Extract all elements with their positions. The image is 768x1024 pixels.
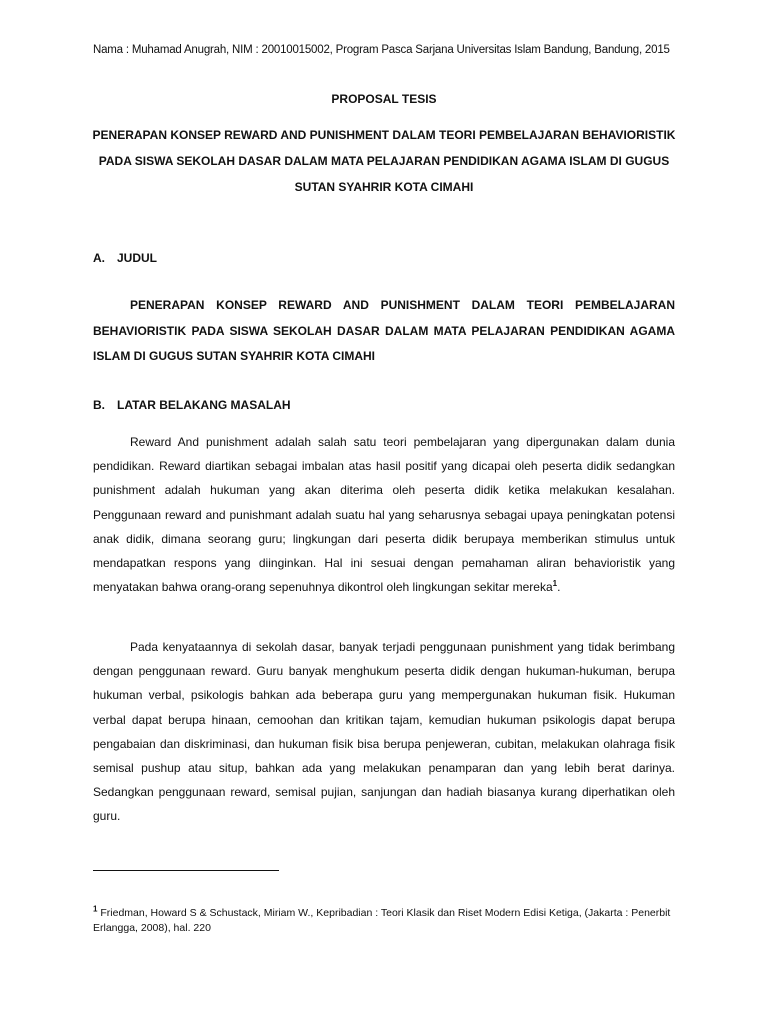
sentence-end: . [557, 580, 561, 595]
section-heading-latar-belakang [93, 398, 291, 412]
footnote-marker: 1 [93, 904, 98, 914]
section-title: LATAR BELAKANG MASALAH [117, 398, 291, 412]
section-title: JUDUL [117, 251, 158, 265]
document-title: PENERAPAN KONSEP REWARD AND PUNISHMENT DALAM TEORI PEMBELAJARAN BEHAVIORISTIK PADA SISWA SEKOLAH DASAR DALAM MATA PELAJARAN PENDIDIKAN AGAMA ISLAM DI GUGUS SUTAN SYAHRIR KOTA CIMAHI [92, 128, 676, 194]
section-heading-judul [93, 251, 157, 265]
background-paragraph-2: Pada kenyataannya di sekolah dasar, banyak terjadi penggunaan punishment yang tidak berimbang dengan penggunaan reward. Guru banyak menghukum peserta didik dengan hukuman-hukuman, berupa hukuman verbal, psikologis bahkan ada beberapa guru yang mempergunakan hukuman fisik. Hukuman verbal dapat berupa hinaan, cemoohan dan kritikan tajam, kemudian hukuman psikologis dapat berupa pengabaian dan diskriminasi, dan hukuman fisik bisa berupa penjeweran, cubitan, melakukan olahraga fisik semisal pushup atau situp, bahkan ada yang melakukan penamparan dan yang lebih berat darinya. Sedangkan penggunaan reward, semisal pujian, sanjungan dan hadiah biasanya kurang diperhatikan oleh guru. [93, 640, 675, 824]
footnote-divider [93, 870, 279, 871]
document-type-label: PROPOSAL TESIS [331, 92, 437, 106]
footnote-reference[interactable]: 1 [552, 579, 558, 589]
judul-paragraph: PENERAPAN KONSEP REWARD AND PUNISHMENT DALAM TEORI PEMBELAJARAN BEHAVIORISTIK PADA SISWA SEKOLAH DASAR DALAM MATA PELAJARAN PENDIDIKAN AGAMA ISLAM DI GUGUS SUTAN SYAHRIR KOTA CIMAHI [93, 298, 675, 363]
section-number: B. [93, 398, 105, 412]
paragraph-text: Reward And punishment adalah salah satu teori pembelajaran yang dipergunakan dalam dunia pendidikan. Reward diartikan sebagai imbalan atas hasil positif yang dicapai oleh peserta didik sedangkan punishment adalah hukuman yang akan diterima oleh peserta didik ketika melakukan kesalahan. Penggunaan reward and punishmant adalah suatu hal yang seharusnya sebagai upaya peningkatan potensi anak didik, dimana seorang guru; lingkungan dari peserta didik berupaya memberikan stimulus untuk mendapatkan respons yang diinginkan. Hal ini sesuai dengan pemahaman aliran behavioristik yang menyatakan bahwa orang-orang sepenuhnya dikontrol oleh lingkungan sekitar mereka [93, 435, 675, 595]
footnote [93, 906, 693, 936]
background-paragraph-1 [93, 430, 675, 599]
footnote-text: Friedman, Howard S & Schustack, Miriam W., Kepribadian : Teori Klasik dan Riset Modern Edisi Ketiga, (Jakarta : Penerbit Erlangga, 2008), hal. 220 [93, 907, 671, 934]
header-author-line: Nama : Muhamad Anugrah, NIM : 20010015002, Program Pasca Sarjana Universitas Islam Bandung, Bandung, 2015 [93, 44, 670, 56]
section-number: A. [93, 251, 105, 265]
